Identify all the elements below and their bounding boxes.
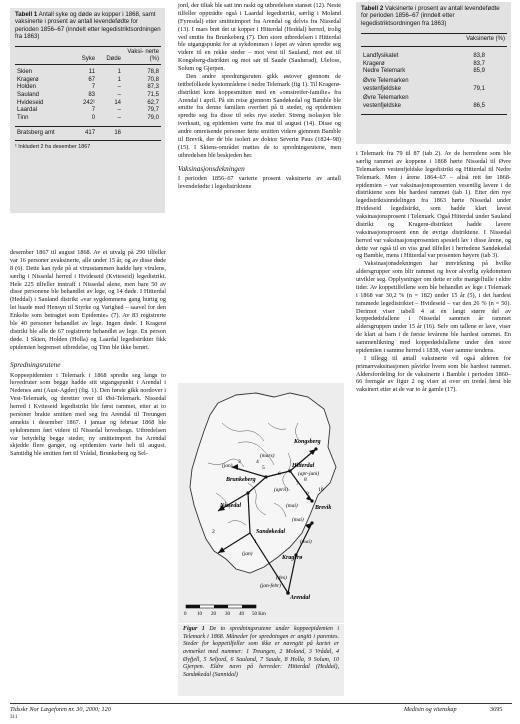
text-column-2 <box>178 2 341 190</box>
table-total-row <box>15 126 161 141</box>
dode-cell: 1 <box>117 69 121 76</box>
table-1 <box>15 46 161 142</box>
vaks-cell: 71,5 <box>147 92 159 99</box>
map-number-8: 8 <box>304 477 307 483</box>
footer-section: Medisin og vitenskap <box>404 706 457 713</box>
map-svg <box>178 383 344 623</box>
heading-vaksinasjonsdekningen: Vaksinasjonsdekningen <box>178 164 245 173</box>
paragraph: Den andre spredningsruten gikk østover gjennom de tettbefolkede kystområdene i nedre Telemark (fig 1). Til Kragerø-distriktet kom koppesmitten med en «omstreifer-familie» fra Arendal i april. På sin reise gjennom Sandøkedal og Bamble ble smitte fra denne familien overført på ti steder, og epidemien spredte seg fra disse til seks nye steder. Streng isolasjon ble iverksatt, og epidemien varte fra mai til august (14). Disse og andre omreisende personer førte smitten videre gjennom Bamble til Brevik, der de ble isolert av doktor Severin Paus (1824–98) (15). I Skiens-området møttes de to spredningsrutene, men utbredelsen ble beskjeden her. <box>178 72 341 159</box>
col-header-syke: Syke <box>81 56 96 63</box>
footer-rule <box>10 703 512 704</box>
district-cell: Kragerø <box>17 76 39 83</box>
map-label-kongsberg: Kongsberg <box>294 439 321 445</box>
syke-cell: 242¹ <box>83 99 96 106</box>
district-cell: Landfysikatet <box>363 52 399 59</box>
paragraph: jord, der tiltak ble satt inn raskt og utbredelsen stanset (12). Neste tilfeller oppträdte også i Laardal legedistrikt, særlig i Moland (Fyresdal) etter smitteimport fra Arendal og delvis fra Nissedal (13). I mars brøt det ut kopper i Hitterdal (Heddal) herred, trolig ved smitte fra Brunkeberg (7). Den store utbredelsen i Hitterdal ble utgangspunkt for at sykdommen i løpet av våren spredte seg videre til en rekke steder – mot vest til Sauland, mot øst til Kongsberg-distriktet og mot sør til Saude (Sauherad), Ulefoss, Solum og Gjerpen. <box>178 2 341 72</box>
figure-1-caption-text: De to spredningsrutene under koppeepidemien i Telemark i 1868. Måneder for spredningen er angitt i parentes. Steder for koppetilfeller som ikke er navngitt på kartet er avmerket med nummer: 1 Treungen, 2 Moland, 3 Vrådal, 4 Øyfjell, 5 Seljord, 6 Sauland, 7 Saude, 8 Holla, 9 Solum, 10 Gjerpen. Eldre navn på herreder: Hitterdal (Heddal), Sandøkedal (Sannidal) <box>183 626 340 679</box>
map-number-5: 5 <box>262 465 265 471</box>
map-label-hitterdal: Hitterdal <box>292 463 315 469</box>
vaks-cell: 78,8 <box>147 69 159 76</box>
table-row <box>15 84 161 92</box>
dode-cell: – <box>117 115 121 122</box>
table-1-title-text: Antall syke og døde av kopper i 1868, samt vaksinerte i prosent av antall levendefødte for perioden 1856–67 (inndelt etter legedistriktsordningen fra 1863) <box>15 11 161 41</box>
map-date: (mai) <box>292 517 304 523</box>
district-cell: Hvideseid <box>17 99 44 106</box>
dode-cell: 1 <box>117 76 121 83</box>
table-row <box>361 53 507 61</box>
table-1-label: Tabell 1 <box>15 11 38 18</box>
table-row <box>361 93 507 114</box>
vaks-cell: 79,0 <box>147 115 159 122</box>
syke-cell: 417 <box>85 129 96 136</box>
map-date: (mai) <box>300 539 312 545</box>
table-row <box>361 61 507 69</box>
dode-cell: – <box>117 92 121 99</box>
map-date: (mai) <box>286 503 298 509</box>
district-cell: Laardal <box>17 107 38 114</box>
dode-cell: 16 <box>114 129 121 136</box>
vaks-cell: 62,7 <box>147 99 159 106</box>
district-cell: Holden <box>17 84 37 91</box>
paragraph: I perioden 1856–67 varierte prosent vaksinerte av antall levendefødte i legedistriktene <box>178 174 341 190</box>
map-number-9: 9 <box>306 491 309 497</box>
map-number-2: 2 <box>212 529 215 535</box>
map-date: (jan) <box>242 551 253 557</box>
dode-cell: – <box>117 107 121 114</box>
paragraph: Koppeepidemien i Telemark i 1868 spredte seg langs to hovedruter som begge hadde sitt utgangspunkt i Arendal i Nedenes amt (Aust-Agder) (fig. 1). Den første gikk nordover i Vest-Telemark, og deretter over til Øst-Telemark. Nissedal herred i Kviteseid legedistrikt ble først rammet, etter at to personer brakte smitten med seg fra Arendal til Treungen annekts i desember 1867. I januar og februar 1868 ble sykdommen ført videre til Nissedal hovedsogn. Utbredelsen var betydelig begge steder, ny smitteimport fra Arendal skjedde flere ganger, og epidemien varte helt til august. Samtidig ble smitten ført til Vrådal, Brunkeberg og Sel- <box>10 371 166 458</box>
map-date: (des) <box>276 575 287 581</box>
district-cell: Skien <box>17 69 33 76</box>
vaks-cell: 79,1 <box>473 85 485 92</box>
col-header-dode: Døde <box>106 56 121 63</box>
table-2-title-text: Vaksinerte i prosent av antall levendefødte for perioden 1856–67 (inndelt etter legedistriktsordningen fra 1863) <box>361 5 500 27</box>
table-row <box>361 68 507 76</box>
dode-cell: – <box>117 84 121 91</box>
district-cell: Nedre Telemark <box>363 68 406 75</box>
map-number-4: 4 <box>256 459 259 465</box>
vaks-cell: 70,8 <box>147 76 159 83</box>
map-date: (jan-febr) <box>260 583 281 589</box>
heading-spredningsrutene: Spredningsrutene <box>10 361 61 370</box>
table-row <box>15 100 161 108</box>
table-row <box>361 76 507 93</box>
vaks-cell: 83,8 <box>473 52 485 59</box>
map-label-brunkeberg: Brunkeberg <box>226 477 256 483</box>
paragraph: i Telemark fra 79 til 87 (tab 2). Av de herredene som ble særlig rammet av koppene i 1868 hørte Nissedal til Øvre Telemarken vestenfjeldske legedistrikt og Hitterdal til Nedre Telemark. Men i årene 1864–67 – altså rett før 1868-epidemien – var vaksinasjonsprosenten vesentlig lavere i de distriktene som ble hardest rammet (tab 1). Etter den nye legedistriktsinndelingen fra 1863 hørte Nissedal under Hvideseid legedistrikt, som hadde klart lavest vaksinasjonsprosent i Telemark. Også Hitterdal under Sauland distrikt og Kragerø-distriktet hadde lavere vaksinasjonsprosent enn de øvrige distriktene. I Nissedal herred var vaksinasjonsprosenten spesielt lav i disse årene, og dette var også til en viss grad tilfellet i herredene Sandøkedal og Bamble, mens i Hitterdal var prosenten høyere (tab 3). <box>356 150 511 260</box>
map-number-3: 3 <box>238 459 241 465</box>
table-2 <box>361 33 507 114</box>
syke-cell: 67 <box>88 76 96 83</box>
vaks-cell: 87,3 <box>147 84 159 91</box>
scale-tick: 10 <box>197 612 202 617</box>
map-number-6: 6 <box>278 471 281 477</box>
table-1-footnote: ¹ Inkludert 2 fra desember 1867 <box>15 144 91 151</box>
text-column-3 <box>356 150 511 394</box>
map-scale-bar <box>184 605 266 617</box>
dode-cell: 14 <box>114 99 121 106</box>
district-cell: Sauland <box>17 92 40 99</box>
map-label-brevik: Brevik <box>315 505 332 511</box>
table-row <box>15 107 161 115</box>
syke-cell: 11 <box>88 69 96 76</box>
vaks-cell: 86,5 <box>473 102 485 109</box>
map-label-sandokedal: Sandøkedal <box>256 529 286 535</box>
table-1-box <box>10 8 165 213</box>
paragraph: desember 1867 til august 1868. Av et utvalg på 290 tilfeller var 16 personer uvaksinerte, alle under 15 år, og av disse døde 8 (6). Dette kan tyde på at virusstammen hadde høy virulens, særlig i Nissedal herred i Hvideseid (Kviteseid) legedistrikt. Hele 225 tilfeller inntraff i Nissedal alene, men bare 50 av disse personene ble behandlet av lege, og 14 døde. I Hitterdal (Heddal) i Sauland distrikt «var sygdommens gang hurtig og let baade med Hensyn til Styrke og Varighed – saavel for den Enkelte som betragtet som Epidemie» (7). Av 83 registrerte ble 40 personer behandlet av lege. Ingen døde. I Kragerø distrikt ble alle de 67 registrerte behandlet av lege. En person døde. I Skien, Holden (Holla) og Laardal legedistrikter fikk epidemien begrenset utbredelse, og Tinn ble ikke berørt. <box>10 249 166 351</box>
map-date: (jan) <box>222 463 233 469</box>
scale-tick: 50 Km <box>252 612 266 617</box>
col-header-vaksinerte: Vaksi- nerte (%) <box>127 48 159 63</box>
map-number-1: 1 <box>254 539 257 545</box>
table-row <box>15 77 161 85</box>
map-label-kragero: Kragerø <box>282 555 303 561</box>
map-label-arendal: Arendal <box>290 595 311 601</box>
table-row <box>15 115 161 126</box>
table-1-title <box>15 11 161 41</box>
table-2-box <box>356 2 511 144</box>
table-2-label: Tabell 2 <box>361 5 384 12</box>
map-date: (mars) <box>260 453 275 459</box>
vaks-cell: 79,7 <box>147 107 159 114</box>
map-date: (apr-juni) <box>298 471 320 477</box>
district-cell: Øvre Telemarken vestenfjeldske <box>363 77 409 92</box>
vaks-cell: 85,9 <box>473 68 485 75</box>
footer-page-number: 3695 <box>490 706 503 713</box>
map-label-nissedal: Nissedal <box>220 503 241 509</box>
district-cell: Kragerø <box>363 60 385 67</box>
table-1-header-row <box>15 46 161 64</box>
scale-tick: 0 <box>184 612 187 617</box>
vaks-cell: 83,7 <box>473 60 485 67</box>
paragraph: Vaksinasjonsdekningen har innvirkning på hvilke aldersgrupper som blir rammet og hvor alvorlig sykdommen utvikler seg. Opplysninger om dette er ofte mangelfulle i eldre tider. Av koppetilfellene som ble behandlet av lege i Telemark i 1868 var 30,2 % (n = 182) under 15 år (5), i det hardest rammede legedistriktet – Hvideseid – var den 26 % (n = 50). Derimot viser tabell 4 at en langt større del av koppedødsfallene i Nissedal sammen år rammet aldersgruppen under 15 år (16). Selv om tallene er lave, viser de klart at barn i de første levårene ble hardest rammet. En sammenlikning med koppedødsfallene under den store epidemien i samme herred i 1838, viser samme tendens. <box>356 260 511 354</box>
figure-1-map <box>178 383 344 623</box>
syke-cell: 0 <box>91 115 96 122</box>
table-2-title <box>361 5 507 27</box>
scale-tick: 20 <box>211 612 216 617</box>
figure-1-caption <box>178 624 344 696</box>
figure-1-label: Figur 1 <box>183 626 205 632</box>
syke-cell: 83 <box>88 92 96 99</box>
map-number-7: 7 <box>296 481 299 487</box>
table-row <box>15 69 161 77</box>
text-column-1 <box>10 249 166 458</box>
paragraph: I tillegg til antall vaksinerte vil også alderen for primærvaksinasjonen påvirke hvem som ble hardest rammet. Aldersfordeling for de vaksinerte i Bamble i perioden 1860–66 fremgår av figur 2 og viser at over en tredel først ble vaksinert etter at de var to år gamle (17). <box>356 354 511 394</box>
col-header-vaksinerte: Vaksinerte (%) <box>466 36 505 43</box>
district-cell: Øvre Telemarken vestenfjeldske <box>363 95 409 109</box>
table-row <box>15 92 161 100</box>
scale-tick: 40 <box>239 612 244 617</box>
footer-small-number: 311 <box>10 715 18 720</box>
district-cell: Tinn <box>17 115 29 122</box>
syke-cell: 7 <box>91 84 96 91</box>
syke-cell: 7 <box>91 107 96 114</box>
map-date: (april) <box>274 487 289 493</box>
county-outline <box>190 393 336 573</box>
map-number-10: 10 <box>318 487 324 493</box>
footer-journal: Tidsskr Nor Lægeforen nr. 30, 2000; 120 <box>10 706 111 713</box>
district-cell: Bratsberg amt <box>17 129 55 136</box>
scale-tick: 30 <box>225 612 230 617</box>
table-2-header-row <box>361 34 507 47</box>
